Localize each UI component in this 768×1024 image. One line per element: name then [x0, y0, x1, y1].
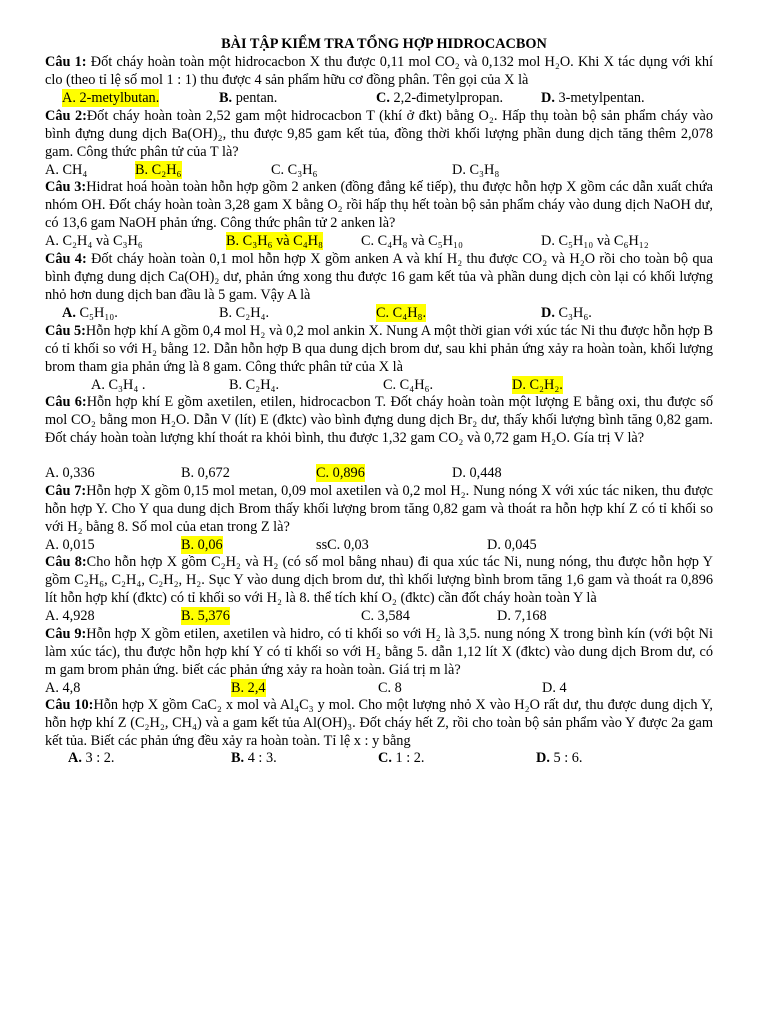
q4-option-b[interactable]: B. C₂H₄.	[219, 305, 270, 321]
q1-option-b-text: pentan.	[232, 90, 278, 106]
question-8-options	[0, 607, 768, 625]
question-10-options	[0, 749, 768, 767]
q10-option-b-text: 4 : 3.	[244, 750, 277, 766]
q6-option-c[interactable]: C. 0,896	[316, 465, 365, 481]
question-9	[45, 625, 713, 679]
q5-option-a[interactable]: A. C₃H₄ .	[91, 377, 146, 393]
q8-option-d[interactable]: D. 7,168	[497, 608, 547, 624]
q10-option-c-letter: C.	[378, 750, 392, 766]
q8-option-b[interactable]: B. 5,376	[181, 608, 230, 624]
q10-option-d-letter: D.	[536, 750, 550, 766]
q4-option-d[interactable]	[541, 304, 592, 322]
q4-option-d-text: C₃H₆.	[554, 305, 592, 321]
question-1-label: Câu 1:	[45, 54, 87, 70]
q10-option-a-letter: A.	[68, 750, 82, 766]
q7-option-b[interactable]: B. 0,06	[181, 537, 223, 553]
question-10-text: Hỗn hợp X gồm CaC₂ x mol và Al₄C₃ y mol. Cho một lượng nhỏ X vào H₂O rất dư, thu được dung dịch Y, hỗn hợp khí Z (C₂H₂, CH₄) và a gam kết tủa Al(OH)₃. Đốt cháy hết Z, rồi cho toàn bộ sản phẩm vào Y được 2a gam kết tủa. Biết các phản ứng đều xảy ra hoàn toàn. Tỉ lệ x : y bằng	[45, 697, 713, 749]
q9-option-a[interactable]: A. 4,8	[45, 680, 81, 696]
q3-option-a[interactable]: A. C₂H₄ và C₃H₆	[45, 233, 143, 249]
question-2-options	[0, 161, 768, 179]
q10-option-c-text: 1 : 2.	[391, 750, 425, 766]
question-2	[45, 107, 713, 161]
question-5-options	[0, 376, 768, 394]
q4-option-c[interactable]: C. C₄H₈.	[376, 305, 427, 321]
q7-option-c[interactable]: ssC. 0,03	[316, 537, 369, 553]
q8-option-a[interactable]: A. 4,928	[45, 608, 95, 624]
q1-option-d-letter: D.	[541, 90, 555, 106]
q1-option-c-letter: C.	[376, 90, 390, 106]
q10-option-a[interactable]	[68, 749, 114, 767]
question-3	[45, 178, 713, 232]
q10-option-d[interactable]	[536, 749, 582, 767]
q4-option-d-letter: D.	[541, 305, 555, 321]
q1-option-d[interactable]	[541, 89, 645, 107]
q2-option-b[interactable]: B. C₂H₆	[135, 162, 182, 178]
question-10	[45, 696, 713, 750]
q3-option-b[interactable]: B. C₃H₆ và C₄H₈	[226, 233, 323, 249]
q6-option-b[interactable]: B. 0,672	[181, 465, 230, 481]
q5-option-d[interactable]: D. C₂H₂.	[512, 377, 563, 393]
question-7-label: Câu 7:	[45, 483, 87, 499]
question-1-options	[0, 89, 768, 107]
q10-option-b-letter: B.	[231, 750, 245, 766]
q10-option-b[interactable]	[231, 749, 277, 767]
q7-option-a[interactable]: A. 0,015	[45, 537, 95, 553]
q2-option-a[interactable]: A. CH₄	[45, 162, 88, 178]
q8-option-c[interactable]: C. 3,584	[361, 608, 410, 624]
page-title: BÀI TẬP KIỂM TRA TỔNG HỢP HIDROCACBON	[221, 36, 547, 52]
q1-option-c-text: 2,2-đimetylpropan.	[389, 90, 504, 106]
question-6	[45, 393, 713, 447]
q2-option-d[interactable]: D. C₃H₈	[452, 162, 500, 178]
q1-option-c[interactable]	[376, 89, 503, 107]
question-1	[45, 53, 713, 89]
q1-option-b-letter: B.	[219, 90, 233, 106]
q6-option-a[interactable]: A. 0,336	[45, 465, 95, 481]
question-8-text: Cho hỗn hợp X gồm C₂H₂ và H₂ (có số mol bằng nhau) đi qua xúc tác Ni, nung nóng, thu được hỗn hợp Y gồm C₂H₆, C₂H₄, C₂H₂, H₂. Sục Y vào dung dịch brom dư, thì khối lượng bình brom tăng 1,6 gam và thoát ra 0,896 lít hỗn hợp khí (đktc) có tỉ khối so với H₂ là 8. thể tích khí O₂ (đktc) cần đốt cháy hoàn toàn Y là	[45, 554, 713, 606]
q1-option-a[interactable]: A. 2-metylbutan.	[62, 90, 160, 106]
q4-option-a-letter: A.	[62, 305, 76, 321]
question-2-label: Câu 2:	[45, 108, 87, 124]
question-9-text: Hỗn hợp X gồm etilen, axetilen và hidro, có tỉ khối so với H₂ là 3,5. nung nóng X trong bình kín (với bột Ni làm xúc tác), thu được hỗn hợp khí Y có tỉ khối so với H₂ bằng 5. dẫn 1,12 lít X (đktc) vào dung dịch Brom dư, có m gam brom phản ứng. biết các phản ứng xảy ra hoàn toàn. Giá trị m là?	[45, 626, 713, 678]
question-8	[45, 553, 713, 607]
q5-option-c[interactable]: C. C₄H₆.	[383, 377, 434, 393]
q4-option-a[interactable]	[62, 304, 118, 322]
question-4-label: Câu 4:	[45, 251, 87, 267]
question-4-options	[0, 304, 768, 322]
q3-option-c[interactable]: C. C₄H₈ và C₅H₁₀	[361, 233, 463, 249]
q1-option-d-text: 3-metylpentan.	[554, 90, 645, 106]
question-8-label: Câu 8:	[45, 554, 87, 570]
question-5	[45, 322, 713, 376]
q9-option-b[interactable]: B. 2,4	[231, 680, 266, 696]
question-9-options	[0, 679, 768, 697]
q9-option-d[interactable]: D. 4	[542, 680, 567, 696]
question-7-options	[0, 536, 768, 554]
question-9-label: Câu 9:	[45, 626, 87, 642]
question-5-label: Câu 5:	[45, 323, 86, 339]
question-2-text: Đốt cháy hoàn toàn 2,52 gam một hidrocacbon T (khí ở đkt) bằng O₂. Hấp thụ toàn bộ sản phẩm cháy vào bình đựng dung dịch Ba(OH)₂, thu được 9,85 gam kết tủa, đồng thời khối lượng phần dung dịch tăng thêm 2,078 gam. Công thức phân tử của T là?	[45, 108, 713, 160]
q2-option-c[interactable]: C. C₃H₆	[271, 162, 318, 178]
q5-option-b[interactable]: B. C₂H₄.	[229, 377, 280, 393]
q1-option-b[interactable]	[219, 89, 277, 107]
question-1-text: Đốt cháy hoàn toàn một hidrocacbon X thu được 0,11 mol CO₂ và 0,132 mol H₂O. Khi X tác dụng với khí clo (theo tỉ lệ số mol 1 : 1) thu được 4 sản phẩm hữu cơ đồng phân. Tên gọi của X là	[45, 54, 713, 88]
question-6-options	[0, 464, 768, 482]
q9-option-c[interactable]: C. 8	[378, 680, 402, 696]
q10-option-c[interactable]	[378, 749, 424, 767]
question-6-text: Hỗn hợp khí E gồm axetilen, etilen, hidrocacbon T. Đốt cháy hoàn toàn một lượng E bằng oxi, thu được số mol CO₂ bằng mon H₂O. Dẫn V (lít) E (đktc) vào bình đựng dung dịch Br₂ dư, thấy khối lượng bình tăng 0,82 gam. Đốt cháy hoàn toàn lượng khí thoát ra khỏi bình, thu được 1,32 gam CO₂ và 0,72 gam H₂O. Gía trị V là?	[45, 394, 713, 446]
question-10-label: Câu 10:	[45, 697, 94, 713]
q3-option-d[interactable]: D. C₅H₁₀ và C₆H₁₂	[541, 233, 649, 249]
question-4-text: Đốt cháy hoàn toàn 0,1 mol hỗn hợp X gồm anken A và khí H₂ thu được CO₂ và H₂O rồi cho toàn bộ qua bình đựng dung dịch Ca(OH)₂ dư, phản ứng xong thu được 16 gam kết tủa và phần dung dịch còn lại có khối lượng nhỏ hơn dung dịch ban đầu là 5 gam. Vậy A là	[45, 251, 713, 303]
question-7-text: Hỗn hợp X gồm 0,15 mol metan, 0,09 mol axetilen và 0,2 mol H₂. Nung nóng X với xúc tác niken, thu được hỗn hợp Y. Cho Y qua dung dịch Brom thấy khối lượng brom tăng 0,82 gam và thoát ra hỗn hợp khí Z có tỉ khối so với H₂ bằng 8. Số mol của etan trong Z là?	[45, 483, 713, 535]
question-7	[45, 482, 713, 536]
question-6-label: Câu 6:	[45, 394, 87, 410]
q10-option-a-text: 3 : 2.	[81, 750, 115, 766]
q6-option-d[interactable]: D. 0,448	[452, 465, 502, 481]
q4-option-a-text: C₅H₁₀.	[75, 305, 118, 321]
question-3-label: Câu 3:	[45, 179, 87, 195]
question-5-text: Hỗn hợp khí A gồm 0,4 mol H₂ và 0,2 mol ankin X. Nung A một thời gian với xúc tác Ni thu được hỗn hợp B có tỉ khối so với H₂ bằng 12. Dẫn hỗn hợp B qua dung dịch brom dư, sau khi phản ứng xảy ra hoàn toàn, khối lượng brom tham gia phản ứng là 8 gam. Công thức phân tử của X là	[45, 323, 713, 375]
question-3-options	[0, 232, 768, 250]
question-3-text: Hidrat hoá hoàn toàn hỗn hợp gồm 2 anken (đồng đẳng kế tiếp), thu được hỗn hợp X gồm các dẫn xuất chứa nhóm OH. Đốt cháy hoàn toàn 3,28 gam X bằng O₂ rồi hấp thụ hết toàn bộ sản phẩm cháy vào dung dịch NaOH dư, có 13,6 gam NaOH phản ứng. Công thức phân tử 2 anken là?	[45, 179, 713, 231]
q10-option-d-text: 5 : 6.	[549, 750, 583, 766]
question-4	[45, 250, 713, 304]
q7-option-d[interactable]: D. 0,045	[487, 537, 537, 553]
